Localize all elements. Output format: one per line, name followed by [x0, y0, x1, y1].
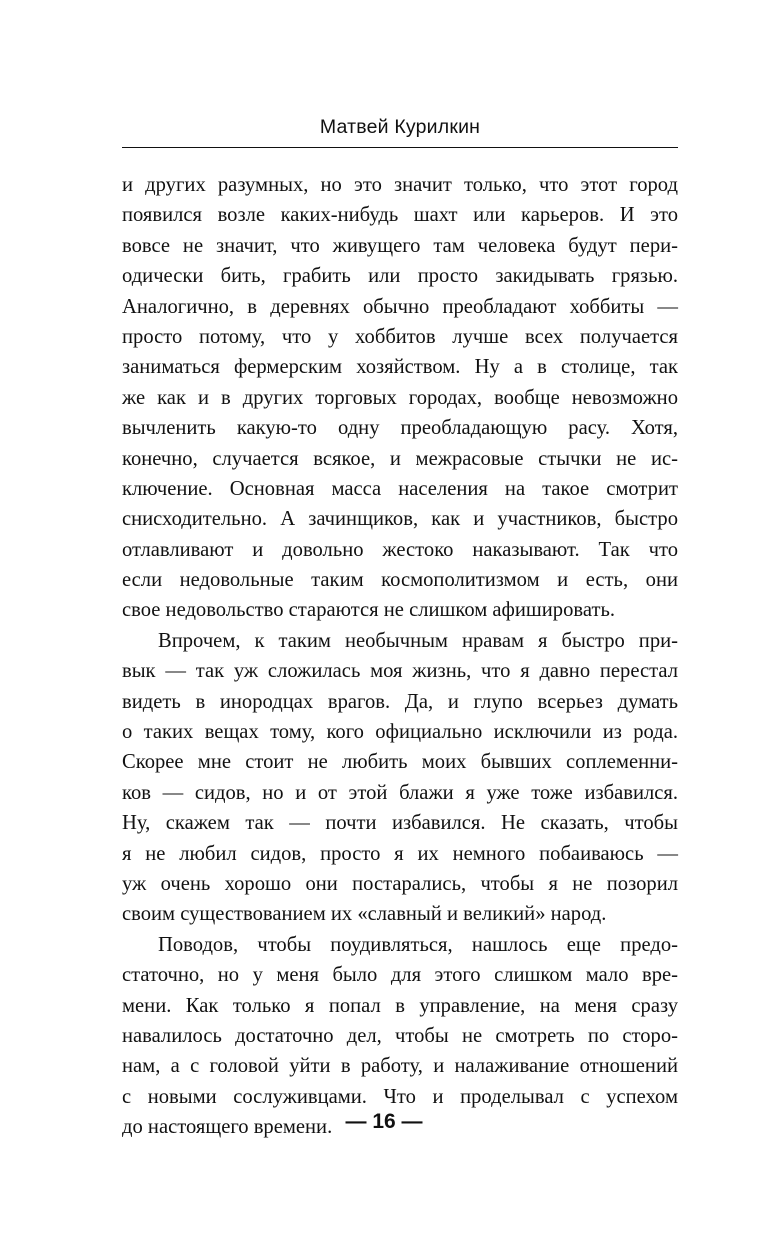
text-line: ков — сидов, но и от этой блажи я уже тоже избавился.: [122, 781, 678, 804]
text-line: же как и в других торговых городах, вообще невозможно: [122, 386, 678, 409]
text-line: одически бить, грабить или просто закидывать грязью.: [122, 265, 678, 288]
text-line: Скорее мне стоит не любить моих бывших соплеменни-: [122, 751, 678, 774]
text-line: заниматься фермерским хозяйством. Ну а в столице, так: [122, 356, 678, 379]
text-line: свое недовольство стараются не слишком афишировать.: [122, 599, 615, 622]
paragraph-2: [122, 626, 678, 930]
paragraph-1: [122, 170, 678, 626]
text-line: если недовольные таким космополитизмом и есть, они: [122, 569, 678, 592]
running-header-author: Матвей Курилкин: [319, 116, 481, 138]
header-rule: [122, 147, 678, 148]
text-line: ключение. Основная масса населения на такое смотрит: [122, 477, 678, 500]
text-line: нам, а с головой уйти в работу, и налаживание отношений: [122, 1055, 678, 1078]
text-line: Поводов, чтобы поудивляться, нашлось еще предо-: [158, 933, 678, 956]
text-line: Впрочем, к таким необычным нравам я быстро при-: [158, 629, 678, 652]
text-line: Ну, скажем так — почти избавился. Не сказать, чтобы: [122, 812, 678, 835]
text-line: вык — так уж сложилась моя жизнь, что я давно перестал: [122, 660, 678, 683]
text-line: навалилось достаточно дел, чтобы не смотреть по сторо-: [122, 1024, 678, 1047]
text-line: вовсе не значит, что живущего там человека будут пери-: [122, 234, 678, 257]
text-line: появился возле каких-нибудь шахт или карьеров. И это: [122, 204, 678, 227]
text-line: конечно, случается всякое, и межрасовые стычки не ис-: [122, 447, 678, 470]
text-line: видеть в инородцах врагов. Да, и глупо всерьез думать: [122, 690, 678, 713]
text-line: отлавливают и довольно жестоко наказывают. Так что: [122, 538, 678, 561]
text-line: мени. Как только я попал в управление, на меня сразу: [122, 994, 678, 1017]
text-line: вычленить какую-то одну преобладающую расу. Хотя,: [122, 417, 678, 440]
text-line: до настоящего времени.: [122, 1116, 333, 1139]
page-number: — 16 —: [345, 1110, 423, 1133]
text-line: своим существованием их «славный и великий» народ.: [122, 903, 607, 926]
text-line: Аналогично, в деревнях обычно преобладают хоббиты —: [122, 295, 678, 318]
text-line: снисходительно. А зачинщиков, как и участников, быстро: [122, 508, 678, 531]
text-line: о таких вещах тому, кого официально исключили из рода.: [122, 721, 678, 744]
text-line: я не любил сидов, просто я их немного побаиваюсь —: [122, 842, 678, 865]
text-line: с новыми сослуживцами. Что и проделывал с успехом: [122, 1085, 678, 1108]
text-line: просто потому, что у хоббитов лучше всех получается: [122, 325, 678, 348]
text-line: статочно, но у меня было для этого слишком мало вре-: [122, 964, 678, 987]
text-line: уж очень хорошо они постарались, чтобы я не позорил: [122, 872, 678, 895]
text-line: и других разумных, но это значит только, что этот город: [122, 174, 678, 196]
body-text: [122, 170, 678, 1143]
